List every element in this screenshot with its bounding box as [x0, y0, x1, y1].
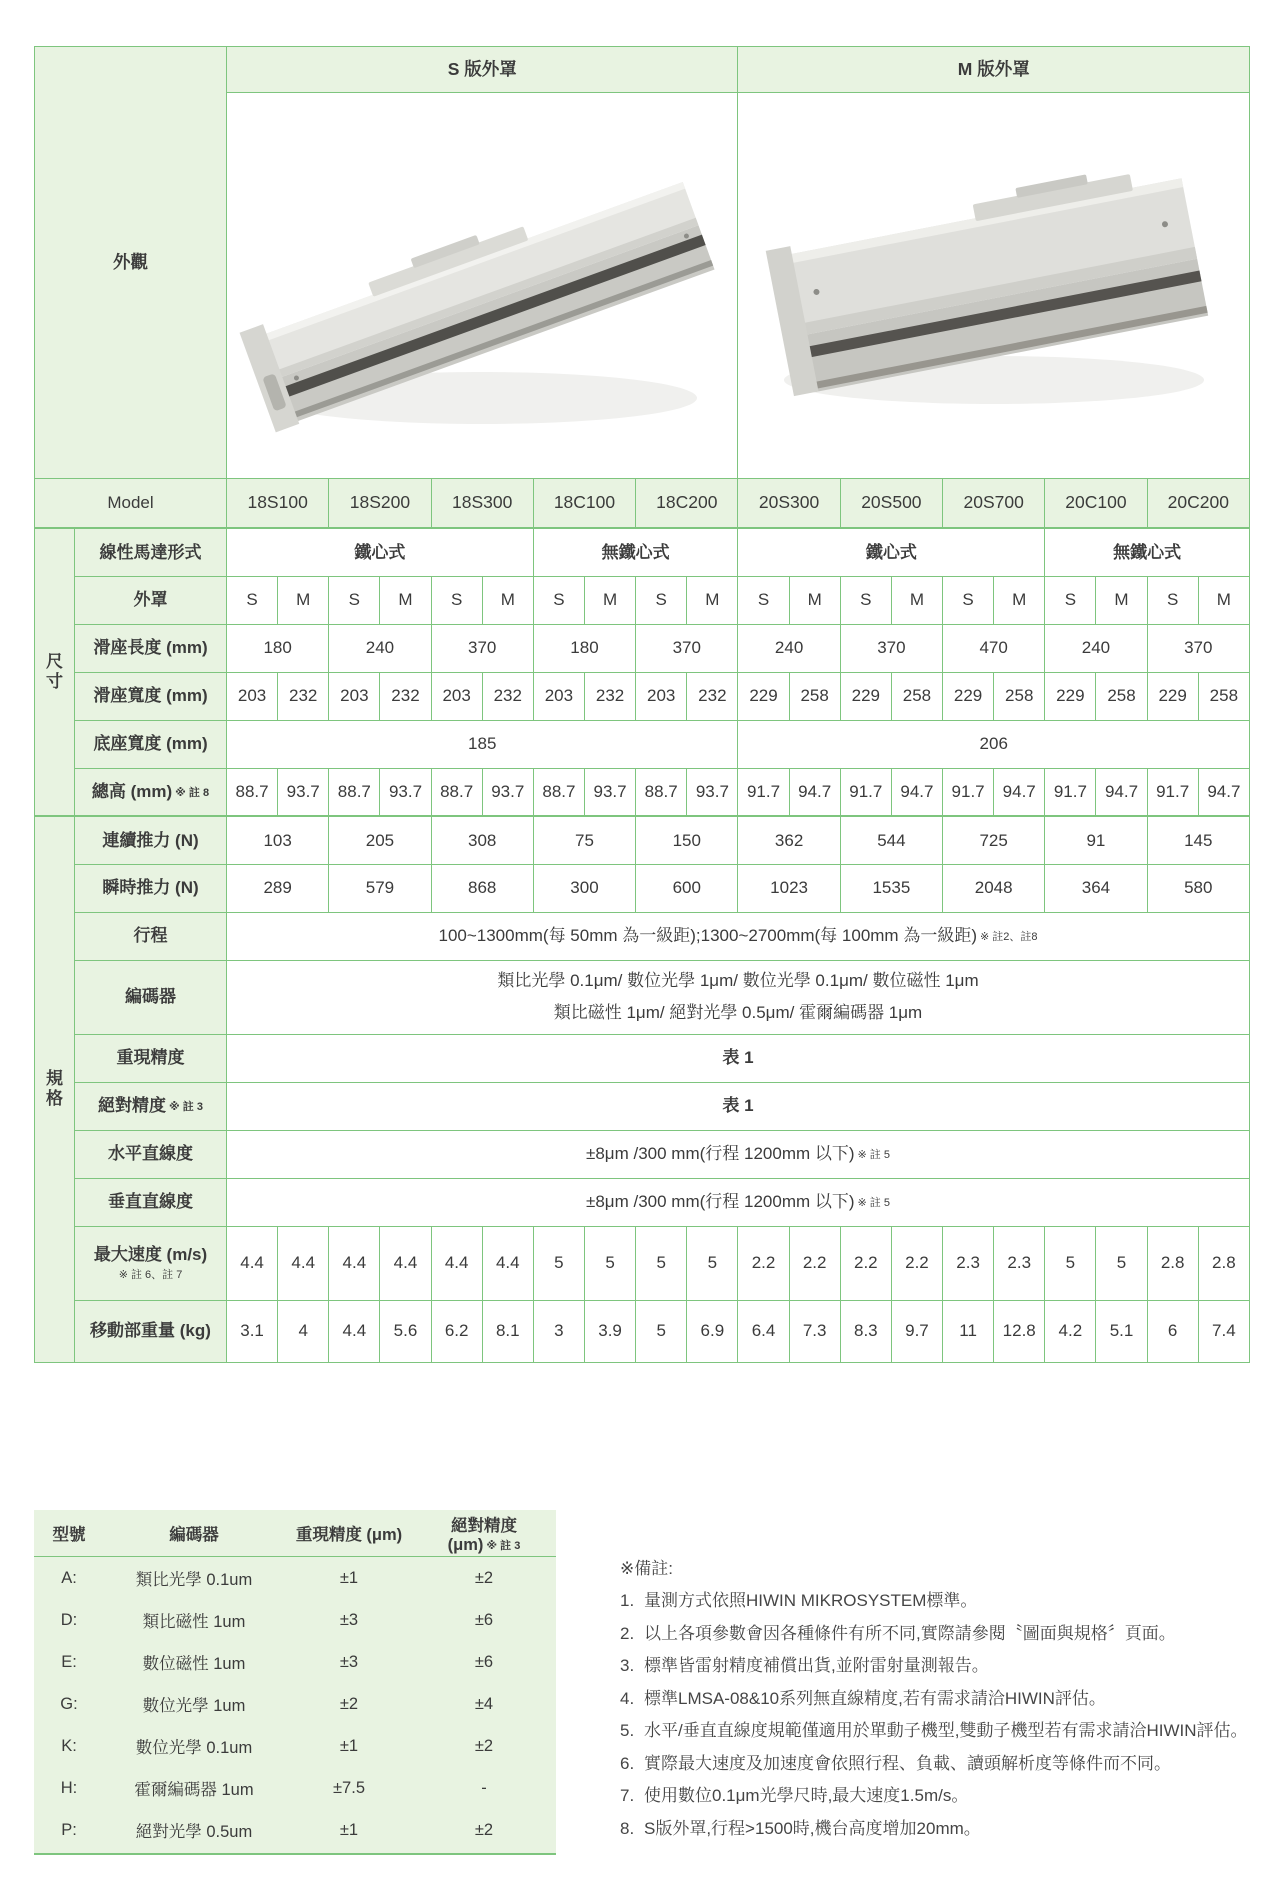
note-text: S版外罩,行程>1500時,機台高度增加20mm。	[644, 1818, 981, 1838]
spec-value: M	[994, 576, 1045, 624]
spec-value: 4.4	[329, 1226, 380, 1300]
absolute-accuracy: ±6	[474, 1652, 494, 1671]
spec-value: 2.3	[943, 1226, 994, 1300]
spec-value: 1023	[738, 864, 840, 912]
spec-value: 91.7	[738, 768, 789, 816]
encoder-code: D:	[60, 1610, 78, 1629]
repeat-accuracy: ±7.5	[333, 1778, 365, 1797]
spec-value: 12.8	[994, 1300, 1045, 1362]
spec-value: 240	[738, 624, 840, 672]
spec-value: 7.3	[789, 1300, 840, 1362]
spec-value: 6.9	[687, 1300, 738, 1362]
group-label-dimensions: 尺 寸	[35, 528, 75, 816]
spec-value: 93.7	[584, 768, 635, 816]
spec-row	[35, 672, 1250, 720]
spec-value: 5	[584, 1226, 635, 1300]
spec-value: 88.7	[227, 768, 278, 816]
spec-value: 91.7	[1147, 768, 1198, 816]
spec-value: 300	[533, 864, 635, 912]
encoder-code: K:	[61, 1736, 77, 1755]
spec-value: 4.4	[482, 1226, 533, 1300]
spec-value: 203	[636, 672, 687, 720]
note-item	[620, 1813, 1280, 1846]
spec-value: 100~1300mm(每 50mm 為一級距);1300~2700mm(每 100mm 為一級距) ※ 註2、註8	[227, 912, 1250, 960]
spec-value: 75	[533, 816, 635, 864]
encoder-header-code: 型號	[52, 1526, 86, 1544]
model-18S200: 18S200	[329, 479, 431, 529]
spec-value: 93.7	[482, 768, 533, 816]
spec-value: 表 1	[227, 1034, 1250, 1082]
spec-value: 4	[278, 1300, 329, 1362]
spec-value: S	[636, 576, 687, 624]
spec-value: 2.8	[1147, 1226, 1198, 1300]
spec-value: 2.2	[789, 1226, 840, 1300]
note-item	[620, 1618, 1280, 1651]
encoder-code: H:	[60, 1778, 78, 1797]
encoder-type: 數位磁性 1um	[142, 1655, 246, 1673]
cover-header-row	[35, 47, 1250, 93]
spec-value: 203	[227, 672, 278, 720]
encoder-header-type: 編碼器	[169, 1526, 219, 1544]
product-photo-m-cell	[738, 93, 1250, 479]
spec-value: 579	[329, 864, 431, 912]
note-text: 實際最大速度及加速度會依照行程、負載、讀頭解析度等條件而不同。	[644, 1753, 1171, 1773]
spec-value	[227, 960, 1250, 1034]
encoder-table-row	[34, 1557, 556, 1599]
model-20C200: 20C200	[1147, 479, 1249, 529]
note-number: 1.	[620, 1591, 635, 1610]
row-label: 行程	[75, 912, 227, 960]
spec-value: S	[227, 576, 278, 624]
note-text: 水平/垂直直線度規範僅適用於單動子機型,雙動子機型若有需求請洽HIWIN評估。	[644, 1721, 1248, 1740]
note-number: 8.	[620, 1818, 635, 1838]
spec-value: 600	[636, 864, 738, 912]
spec-row	[35, 1300, 1250, 1362]
row-label: 底座寬度 (mm)	[75, 720, 227, 768]
spec-value: 725	[943, 816, 1045, 864]
spec-value: 868	[431, 864, 533, 912]
spec-value: 2.8	[1198, 1226, 1249, 1300]
repeat-accuracy: ±2	[339, 1694, 359, 1713]
row-label: 外罩	[75, 576, 227, 624]
appearance-label: 外觀	[35, 47, 227, 479]
note-text: 標準LMSA-08&10系列無直線精度,若有需求請洽HIWIN評估。	[644, 1688, 1106, 1708]
spec-value: 94.7	[1198, 768, 1249, 816]
spec-value: 370	[431, 624, 533, 672]
spec-value: 88.7	[636, 768, 687, 816]
encoder-header-abs-note: ※ 註 3	[486, 1539, 521, 1552]
spec-value: 94.7	[789, 768, 840, 816]
spec-value: 229	[943, 672, 994, 720]
spec-value-note: ※ 註2、註8	[979, 931, 1038, 944]
spec-value: 7.4	[1198, 1300, 1249, 1362]
model-18S100: 18S100	[227, 479, 329, 529]
spec-value: 94.7	[1096, 768, 1147, 816]
spec-value-line: 類比磁性 1μm/ 絕對光學 0.5μm/ 霍爾編碼器 1μm	[553, 1003, 923, 1022]
row-label: 最大速度 (m/s) ※ 註 6、註 7	[75, 1226, 227, 1300]
spec-value: 232	[482, 672, 533, 720]
note-number: 6.	[620, 1753, 635, 1773]
spec-value: 232	[278, 672, 329, 720]
spec-value: 258	[1198, 672, 1249, 720]
row-label: 絕對精度 ※ 註 3	[75, 1082, 227, 1130]
absolute-accuracy: ±6	[474, 1610, 494, 1629]
notes-section	[620, 1552, 1280, 1845]
row-label: 滑座寬度 (mm)	[75, 672, 227, 720]
spec-value-note: ※ 註 5	[857, 1197, 890, 1210]
cover-header-m: M 版外罩	[738, 47, 1250, 93]
row-label: 垂直直線度	[75, 1178, 227, 1226]
note-text: 使用數位0.1μm光學尺時,最大速度1.5m/s。	[644, 1786, 969, 1805]
row-label-note: ※ 註 6、註 7	[118, 1268, 183, 1281]
spec-value: 無鐵心式	[533, 528, 738, 576]
spec-row	[35, 768, 1250, 816]
note-item	[620, 1715, 1280, 1748]
spec-table	[34, 46, 1250, 1363]
spec-value: 580	[1147, 864, 1249, 912]
spec-value: 206	[738, 720, 1250, 768]
product-photo-m-cover	[744, 98, 1244, 473]
model-label: Model	[35, 479, 227, 529]
spec-value: 229	[1045, 672, 1096, 720]
spec-row	[35, 960, 1250, 1034]
spec-value: 無鐵心式	[1045, 528, 1250, 576]
model-20S700: 20S700	[943, 479, 1045, 529]
cover-header-s: S 版外罩	[227, 47, 738, 93]
spec-value: 4.4	[431, 1226, 482, 1300]
spec-value: 370	[840, 624, 942, 672]
row-label: 重現精度	[75, 1034, 227, 1082]
spec-value: 91	[1045, 816, 1147, 864]
note-text: 標準皆雷射精度補償出貨,並附雷射量測報告。	[644, 1656, 989, 1675]
spec-value: S	[738, 576, 789, 624]
spec-value: 2.2	[891, 1226, 942, 1300]
spec-value: 91.7	[943, 768, 994, 816]
spec-value: 3.9	[584, 1300, 635, 1362]
spec-value: M	[1096, 576, 1147, 624]
spec-value: 4.4	[227, 1226, 278, 1300]
spec-value: 91.7	[1045, 768, 1096, 816]
spec-row	[35, 720, 1250, 768]
spec-value: 91.7	[840, 768, 891, 816]
absolute-accuracy: -	[481, 1778, 487, 1797]
spec-value: 88.7	[533, 768, 584, 816]
spec-value: 150	[636, 816, 738, 864]
spec-value: 93.7	[687, 768, 738, 816]
spec-value: 2.3	[994, 1226, 1045, 1300]
spec-value: 5.6	[380, 1300, 431, 1362]
row-label: 移動部重量 (kg)	[75, 1300, 227, 1362]
encoder-type: 絕對光學 0.5um	[135, 1823, 253, 1841]
row-label-note: ※ 註 3	[169, 1101, 203, 1114]
spec-value: 6.2	[431, 1300, 482, 1362]
spec-value: 5	[533, 1226, 584, 1300]
spec-row	[35, 1178, 1250, 1226]
spec-value-note: ※ 註 5	[857, 1149, 890, 1162]
note-item	[620, 1650, 1280, 1683]
spec-value: 232	[584, 672, 635, 720]
spec-value: 1535	[840, 864, 942, 912]
spec-value: 4.4	[278, 1226, 329, 1300]
spec-value: S	[533, 576, 584, 624]
spec-value: 3.1	[227, 1300, 278, 1362]
row-label-note: ※ 註 8	[175, 787, 210, 800]
encoder-code: A:	[61, 1568, 77, 1587]
spec-value: S	[840, 576, 891, 624]
spec-value: 180	[227, 624, 329, 672]
spec-value: 5	[636, 1300, 687, 1362]
absolute-accuracy: ±4	[474, 1694, 494, 1713]
spec-value: 88.7	[431, 768, 482, 816]
spec-row	[35, 576, 1250, 624]
repeat-accuracy: ±3	[339, 1610, 359, 1629]
note-number: 4.	[620, 1688, 635, 1708]
spec-value: 203	[533, 672, 584, 720]
row-label: 編碼器	[75, 960, 227, 1034]
spec-row	[35, 1130, 1250, 1178]
encoder-table-row	[34, 1641, 556, 1683]
model-18C200: 18C200	[636, 479, 738, 529]
spec-value: 94.7	[891, 768, 942, 816]
spec-value: 鐵心式	[227, 528, 534, 576]
spec-value-line: 類比光學 0.1μm/ 數位光學 1μm/ 數位光學 0.1μm/ 數位磁性 1μm	[497, 971, 979, 990]
spec-value: 5	[1096, 1226, 1147, 1300]
model-20S500: 20S500	[840, 479, 942, 529]
note-item	[620, 1683, 1280, 1716]
spec-value: 185	[227, 720, 738, 768]
encoder-table-row	[34, 1683, 556, 1725]
spec-value: 4.2	[1045, 1300, 1096, 1362]
note-item	[620, 1585, 1280, 1618]
spec-row	[35, 528, 1250, 576]
note-number: 2.	[620, 1623, 635, 1643]
spec-value: 145	[1147, 816, 1249, 864]
encoder-type: 類比光學 0.1um	[135, 1571, 253, 1589]
spec-value: 232	[687, 672, 738, 720]
spec-value: 5	[1045, 1226, 1096, 1300]
spec-value: 6	[1147, 1300, 1198, 1362]
encoder-table-row	[34, 1725, 556, 1767]
spec-row	[35, 864, 1250, 912]
product-photo-s-cell	[227, 93, 738, 479]
note-number: 5.	[620, 1721, 635, 1740]
spec-value: 258	[891, 672, 942, 720]
spec-value: 8.1	[482, 1300, 533, 1362]
spec-value: M	[687, 576, 738, 624]
note-item	[620, 1748, 1280, 1781]
note-number: 3.	[620, 1656, 635, 1675]
spec-row	[35, 816, 1250, 864]
spec-value: 370	[1147, 624, 1249, 672]
spec-value: 232	[380, 672, 431, 720]
spec-value: 308	[431, 816, 533, 864]
spec-row	[35, 1034, 1250, 1082]
model-18S300: 18S300	[431, 479, 533, 529]
encoder-header-abs: 絕對精度 (μm) ※ 註 3	[447, 1516, 521, 1554]
spec-value: 258	[789, 672, 840, 720]
encoder-type: 數位光學 0.1um	[135, 1739, 253, 1757]
spec-value: 240	[1045, 624, 1147, 672]
spec-value: S	[943, 576, 994, 624]
spec-value: 364	[1045, 864, 1147, 912]
spec-value: S	[1045, 576, 1096, 624]
spec-value: 258	[1096, 672, 1147, 720]
encoder-table-header	[34, 1510, 556, 1557]
spec-value: 93.7	[278, 768, 329, 816]
spec-row	[35, 1082, 1250, 1130]
model-18C100: 18C100	[533, 479, 635, 529]
product-photo-s-cover	[232, 98, 732, 473]
spec-row	[35, 1226, 1250, 1300]
absolute-accuracy: ±2	[474, 1820, 494, 1839]
group-label-specs: 規 格	[35, 816, 75, 1362]
spec-value: M	[380, 576, 431, 624]
spec-value: 88.7	[329, 768, 380, 816]
repeat-accuracy: ±1	[339, 1736, 359, 1755]
spec-value: M	[278, 576, 329, 624]
spec-value: 表 1	[227, 1082, 1250, 1130]
spec-value: 289	[227, 864, 329, 912]
spec-value: 4.4	[380, 1226, 431, 1300]
spec-value: 362	[738, 816, 840, 864]
encoder-code: P:	[61, 1820, 77, 1839]
spec-value: 370	[636, 624, 738, 672]
model-20C100: 20C100	[1045, 479, 1147, 529]
spec-value: 2048	[943, 864, 1045, 912]
spec-value: 229	[840, 672, 891, 720]
spec-row	[35, 624, 1250, 672]
row-label: 線性馬達形式	[75, 528, 227, 576]
spec-value: 2.2	[738, 1226, 789, 1300]
repeat-accuracy: ±1	[339, 1820, 359, 1839]
spec-value: ±8μm /300 mm(行程 1200mm 以下) ※ 註 5	[227, 1178, 1250, 1226]
notes-title: ※備註:	[620, 1559, 673, 1578]
spec-value: M	[482, 576, 533, 624]
spec-value: 2.2	[840, 1226, 891, 1300]
note-text: 量測方式依照HIWIN MIKROSYSTEM標準。	[644, 1591, 978, 1610]
encoder-header-rep: 重現精度 (μm)	[295, 1526, 403, 1544]
spec-value: 11	[943, 1300, 994, 1362]
encoder-type: 類比磁性 1um	[142, 1613, 246, 1631]
encoder-type: 霍爾編碼器 1um	[134, 1781, 254, 1799]
absolute-accuracy: ±2	[474, 1568, 494, 1587]
encoder-code: G:	[60, 1694, 78, 1713]
spec-value: M	[891, 576, 942, 624]
spec-value: 5	[636, 1226, 687, 1300]
spec-value: S	[1147, 576, 1198, 624]
spec-value: 6.4	[738, 1300, 789, 1362]
row-label: 連續推力 (N)	[75, 816, 227, 864]
repeat-accuracy: ±3	[339, 1652, 359, 1671]
model-row	[35, 479, 1250, 529]
spec-value: M	[789, 576, 840, 624]
spec-value: 鐵心式	[738, 528, 1045, 576]
spec-value: 93.7	[380, 768, 431, 816]
spec-value: 544	[840, 816, 942, 864]
encoder-accuracy-table	[34, 1510, 556, 1855]
note-item	[620, 1780, 1280, 1813]
note-number: 7.	[620, 1786, 635, 1805]
spec-row	[35, 912, 1250, 960]
spec-value: 5.1	[1096, 1300, 1147, 1362]
encoder-table-row	[34, 1809, 556, 1851]
repeat-accuracy: ±1	[339, 1568, 359, 1587]
spec-value: 3	[533, 1300, 584, 1362]
encoder-code: E:	[61, 1652, 77, 1671]
spec-value: M	[584, 576, 635, 624]
spec-value: 103	[227, 816, 329, 864]
spec-value: S	[431, 576, 482, 624]
spec-value: 229	[1147, 672, 1198, 720]
absolute-accuracy: ±2	[474, 1736, 494, 1755]
encoder-table-row	[34, 1767, 556, 1809]
spec-value: 4.4	[329, 1300, 380, 1362]
encoder-table-row	[34, 1599, 556, 1641]
spec-value: 8.3	[840, 1300, 891, 1362]
spec-value: 258	[994, 672, 1045, 720]
model-20S300: 20S300	[738, 479, 840, 529]
row-label: 水平直線度	[75, 1130, 227, 1178]
spec-value: 203	[329, 672, 380, 720]
spec-value: 240	[329, 624, 431, 672]
row-label: 瞬時推力 (N)	[75, 864, 227, 912]
note-text: 以上各項參數會因各種條件有所不同,實際請參閱〝圖面與規格〞頁面。	[644, 1623, 1176, 1643]
spec-value: 205	[329, 816, 431, 864]
spec-value: 470	[943, 624, 1045, 672]
row-label: 總高 (mm) ※ 註 8	[75, 768, 227, 816]
spec-value: S	[329, 576, 380, 624]
spec-value: 5	[687, 1226, 738, 1300]
spec-value: 203	[431, 672, 482, 720]
spec-value: M	[1198, 576, 1249, 624]
spec-value: 229	[738, 672, 789, 720]
spec-value: 94.7	[994, 768, 1045, 816]
encoder-type: 數位光學 1um	[142, 1697, 246, 1715]
spec-value: ±8μm /300 mm(行程 1200mm 以下) ※ 註 5	[227, 1130, 1250, 1178]
spec-value: 9.7	[891, 1300, 942, 1362]
row-label: 滑座長度 (mm)	[75, 624, 227, 672]
spec-value: 180	[533, 624, 635, 672]
